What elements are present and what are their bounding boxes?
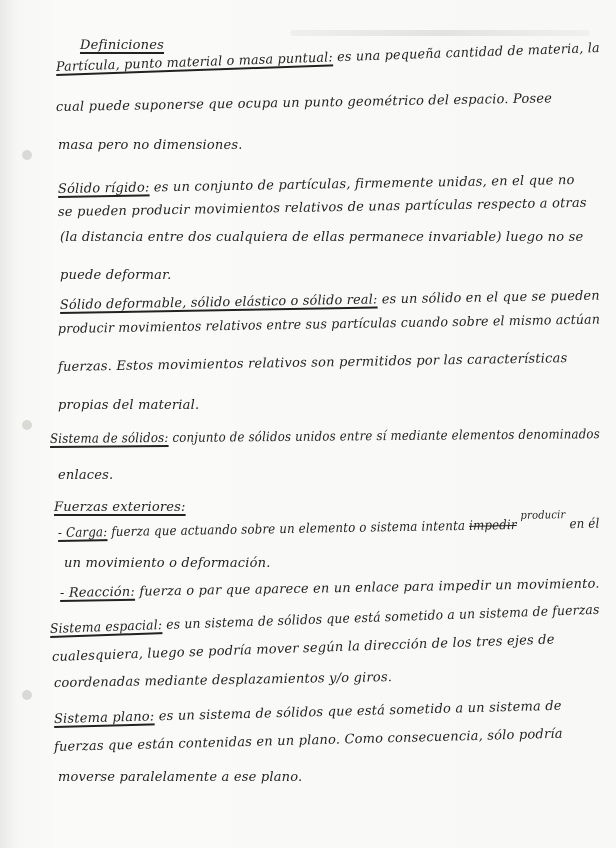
text-line bbox=[58, 351, 568, 376]
text-line: se pueden producir movimientos relativos de unas partículas respecto a otras bbox=[57, 195, 587, 220]
page-heading: Definiciones bbox=[80, 38, 165, 53]
text-line: es un conjunto de partículas, firmemente unidas, en el que no bbox=[153, 172, 575, 196]
term-plano: Sistema plano: bbox=[53, 709, 155, 727]
text-line: producir movimientos relativos entre sus partículas cuando sobre el mismo actúan bbox=[57, 312, 601, 337]
definition-reaccion bbox=[60, 577, 600, 602]
term-sistema-solidos: Sistema de sólidos: bbox=[49, 430, 169, 447]
text-line: masa pero no dimensiones. bbox=[58, 138, 243, 153]
text-line: fuerza o par que aparece en un enlace para impedir un movimiento. bbox=[139, 576, 600, 600]
definition-carga bbox=[57, 508, 600, 542]
text-line: un movimiento o deformación. bbox=[64, 556, 271, 571]
text-line: es un sólido en el que se pueden bbox=[381, 288, 600, 308]
struck-word: impedir bbox=[468, 517, 517, 534]
scan-shadow bbox=[290, 30, 590, 36]
inserted-word: producir bbox=[520, 508, 566, 522]
text-line: conjunto de sólidos unidos entre sí mediante elementos denominados bbox=[172, 427, 600, 446]
term-rigido: Sólido rígido: bbox=[57, 180, 150, 197]
definition-deformable bbox=[60, 289, 600, 314]
section-heading-fuerzas: Fuerzas exteriores: bbox=[54, 500, 186, 515]
text-line: cualesquiera, luego se podría mover según la dirección de los tres ejes de bbox=[51, 632, 555, 665]
punch-hole bbox=[22, 420, 32, 430]
term-particula: Partícula, punto material o masa puntual: bbox=[55, 50, 334, 75]
text-fragment: fuerza que actuando sobre un elemento o sistema intenta bbox=[111, 518, 466, 541]
text-fragment: relativos son permitidos por las características bbox=[247, 351, 568, 372]
definition-sistema-solidos bbox=[50, 427, 600, 448]
text-line: coordenadas mediante desplazamientos y/o giros. bbox=[53, 670, 393, 691]
term-deformable: Sólido deformable, sólido elástico o sólido real: bbox=[59, 292, 378, 313]
text-line: es un sistema de sólidos que está sometido a un sistema de fuerzas bbox=[166, 602, 600, 633]
definition-rigido bbox=[58, 173, 575, 198]
text-line: enlaces. bbox=[58, 468, 114, 483]
punch-hole bbox=[22, 690, 32, 700]
term-espacial: Sistema espacial: bbox=[49, 618, 163, 637]
text-line: moverse paralelamente a ese plano. bbox=[58, 770, 303, 785]
text-line: es un sistema de sólidos que está sometido a un sistema de bbox=[158, 698, 562, 725]
text-line: propias del material. bbox=[58, 398, 200, 413]
text-line: es una pequeña cantidad de materia, la bbox=[336, 41, 601, 66]
text-line: puede deformar. bbox=[60, 268, 172, 283]
text-fragment: fuerzas. Estos movimientos bbox=[57, 356, 244, 375]
term-carga: - Carga: bbox=[57, 525, 108, 541]
text-line: cual puede suponerse que ocupa un punto geométrico del espacio. Posee bbox=[55, 91, 553, 115]
text-line: fuerzas que están contenidas en un plano. Como consecuencia, sólo podría bbox=[53, 726, 563, 755]
definition-espacial bbox=[50, 603, 600, 638]
punch-hole bbox=[22, 150, 32, 160]
text-fragment: en él bbox=[569, 516, 600, 533]
term-reaccion: - Reacción: bbox=[59, 584, 136, 601]
text-line: (la distancia entre dos cualquiera de ellas permanece invariable) luego no se bbox=[60, 230, 584, 245]
definition-plano bbox=[54, 699, 562, 728]
